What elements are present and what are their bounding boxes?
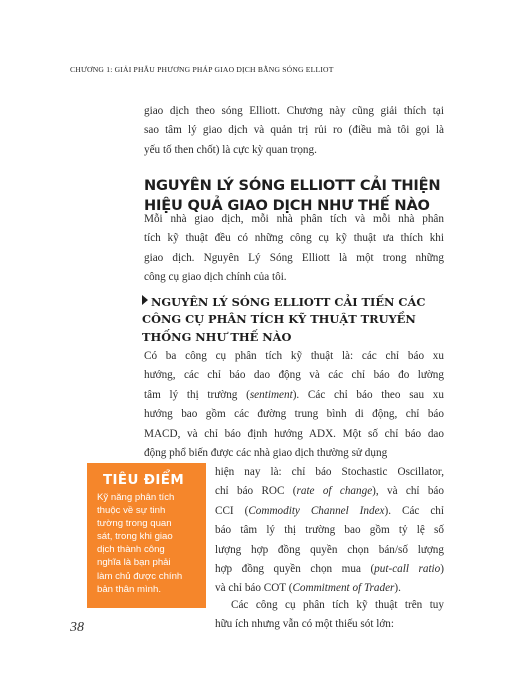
text-line: hữu ích nhưng vẫn có một thiếu sót lớn:: [215, 618, 394, 631]
text-line: báo tâm lý thị trường bao gồm tỷ lệ số: [215, 524, 444, 537]
subheading-line: [142, 294, 442, 311]
subheading-line: [142, 311, 442, 328]
text-line: hướng bao gồm các đường trung bình di động, chỉ báo: [144, 408, 444, 421]
text-line: tích kỹ thuật đều có những công cụ kỹ thuật ưa thích khi: [144, 232, 444, 245]
heading-line: HIỆU QUẢ GIAO DỊCH NHƯ THẾ NÀO: [144, 197, 430, 214]
text-line: lượng hợp đồng quyền chọn bán/số lượng: [215, 543, 444, 556]
sidebar-line: Kỹ năng phân tích: [97, 492, 175, 503]
text-line: hướng, các chỉ báo dao động và các chỉ báo đo lường: [144, 369, 444, 382]
text-line: động phổ biến được các nhà giao dịch thường sử dụng: [144, 447, 388, 460]
text-line: CCI (Commodity Channel Index). Các chỉ: [215, 504, 444, 517]
heading-line: NGUYÊN LÝ SÓNG ELLIOTT CẢI THIỆN: [144, 177, 441, 194]
paragraph-3: [215, 463, 444, 599]
sidebar-title: TIÊU ĐIỂM: [103, 473, 185, 488]
text-line: chỉ báo ROC (rate of change), và chỉ báo: [215, 485, 444, 498]
page-number: 38: [70, 620, 84, 635]
paragraph-4: [215, 596, 444, 635]
sidebar-line: làm chủ được chính: [97, 570, 183, 582]
text-line: hợp đồng quyền chọn mua (put-call ratio): [215, 563, 444, 576]
sidebar-callout: [87, 463, 206, 608]
text-line: Các công cụ phân tích kỹ thuật trên tuy: [231, 599, 444, 611]
subheading-text: THỐNG NHƯ THẾ NÀO: [142, 329, 292, 344]
paragraph-1: [144, 210, 444, 288]
text-line: công cụ giao dịch chính của tôi.: [144, 271, 287, 284]
sidebar-line: dịch thành công: [97, 544, 165, 556]
text-line: và chỉ báo COT (Commitment of Trader).: [215, 582, 401, 595]
text-line: giao dịch. Nguyên Lý Sóng Elliott là một trong những: [144, 251, 444, 264]
subsection-heading: [142, 294, 442, 346]
text-line: Có ba công cụ phân tích kỹ thuật là: các chỉ báo xu: [144, 350, 444, 362]
text-line: giao dịch theo sóng Elliott. Chương này cũng giải thích tại: [144, 105, 444, 117]
running-head: CHƯƠNG 1: GIẢI PHẪU PHƯƠNG PHÁP GIAO DỊCH BẰNG SÓNG ELLIOT: [70, 65, 334, 74]
sidebar-line: nghĩa là bạn phải: [97, 557, 171, 569]
triangle-bullet-icon: [142, 295, 148, 305]
text-line: tâm lý thị trường (sentiment). Các chỉ báo theo sau xu: [144, 388, 444, 401]
sidebar-line: thuộc về sự tinh: [97, 505, 166, 517]
text-line: yếu tố then chốt) là cực kỳ quan trọng.: [144, 143, 317, 156]
text-line: Mỗi nhà giao dịch, mỗi nhà phân tích và mỗi nhà phân: [144, 213, 444, 225]
text-line: hiện nay là: chỉ báo Stochastic Oscillator,: [215, 466, 444, 478]
intro-paragraph: [144, 102, 444, 160]
text-line: sao tâm lý giao dịch và quản trị rủi ro (điều mà tôi gọi là: [144, 124, 444, 137]
sidebar-body: [97, 491, 198, 596]
subheading-text: NGUYÊN LÝ SÓNG ELLIOTT CẢI TIẾN CÁC: [151, 295, 426, 309]
subheading-text: CÔNG CỤ PHÂN TÍCH KỸ THUẬT TRUYỀN: [142, 312, 416, 327]
subheading-line: [142, 329, 442, 346]
sidebar-line: bản thân mình.: [97, 583, 162, 595]
paragraph-2: [144, 347, 444, 463]
sidebar-line: tường trong quan: [97, 518, 172, 530]
sidebar-line: sát, trong khi giao: [97, 531, 173, 543]
text-line: MACD, và chỉ báo định hướng ADX. Một số chỉ báo dao: [144, 427, 444, 440]
